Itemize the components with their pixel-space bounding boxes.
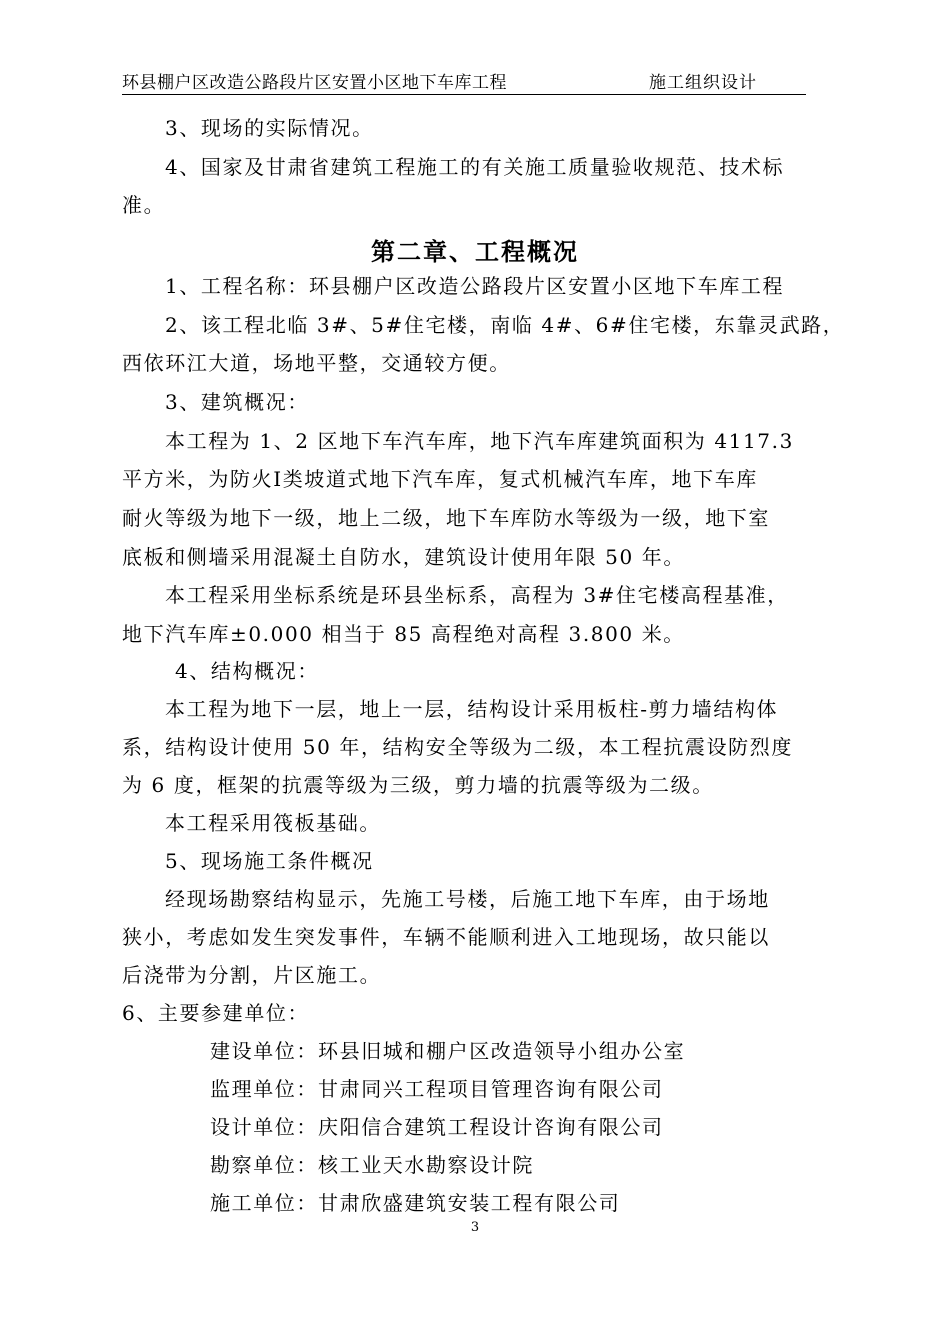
site-p1-line1: 经现场勘察结构显示，先施工号楼，后施工地下车库，由于场地 (165, 887, 770, 911)
building-heading: 3、建筑概况： (165, 390, 309, 414)
project-name-line: 1、工程名称：环县棚户区改造公路段片区安置小区地下车库工程 (165, 274, 785, 298)
parties-heading: 6、主要参建单位： (122, 1001, 310, 1025)
header-document-type: 施工组织设计 (649, 73, 757, 93)
building-p1-line3: 耐火等级为地下一级，地上二级，地下车库防水等级为一级，地下室 (122, 506, 770, 530)
party-supervisor: 监理单位：甘肃同兴工程项目管理咨询有限公司 (210, 1077, 664, 1101)
building-p1-line4: 底板和侧墙采用混凝土自防水，建筑设计使用年限 50 年。 (122, 545, 685, 569)
site-p1-line2: 狭小，考虑如发生突发事件，车辆不能顺利进入工地现场，故只能以 (122, 925, 770, 949)
page-number: 3 (470, 1220, 480, 1235)
intro-item-4-line2: 准。 (122, 193, 166, 217)
location-line2: 西依环江大道，场地平整，交通较方便。 (122, 351, 511, 375)
page-header (122, 66, 806, 95)
header-project-name: 环县棚户区改造公路段片区安置小区地下车库工程 (122, 73, 507, 93)
site-p1-line3: 后浇带为分割，片区施工。 (122, 963, 382, 987)
intro-item-3: 3、现场的实际情况。 (165, 116, 374, 140)
building-p1-line1: 本工程为 1、2 区地下车汽车库，地下汽车库建筑面积为 4117.3 (165, 429, 794, 453)
intro-item-4-line1: 4、国家及甘肃省建筑工程施工的有关施工质量验收规范、技术标 (165, 155, 785, 179)
structure-p1-line1: 本工程为地下一层，地上一层，结构设计采用板柱-剪力墙结构体 (165, 697, 779, 721)
building-p2-line2: 地下汽车库±0.000 相当于 85 高程绝对高程 3.800 米。 (122, 622, 685, 646)
party-surveyor: 勘察单位：核工业天水勘察设计院 (210, 1153, 534, 1177)
party-owner: 建设单位：环县旧城和棚户区改造领导小组办公室 (210, 1039, 686, 1063)
chapter-title: 第二章、工程概况 (371, 238, 579, 266)
building-p1-line2: 平方米，为防火Ⅰ类坡道式地下汽车库，复式机械汽车库，地下车库 (122, 467, 758, 491)
structure-heading: 4、结构概况： (175, 659, 319, 683)
party-designer: 设计单位：庆阳信合建筑工程设计咨询有限公司 (210, 1115, 664, 1139)
location-line1: 2、该工程北临 3#、5#住宅楼，南临 4#、6#住宅楼，东靠灵武路， (165, 313, 845, 337)
structure-p2: 本工程采用筏板基础。 (165, 811, 381, 835)
structure-p1-line3: 为 6 度，框架的抗震等级为三级，剪力墙的抗震等级为二级。 (122, 773, 714, 797)
party-contractor: 施工单位：甘肃欣盛建筑安装工程有限公司 (210, 1191, 621, 1215)
structure-p1-line2: 系，结构设计使用 50 年，结构安全等级为二级，本工程抗震设防烈度 (122, 735, 793, 759)
building-p2-line1: 本工程采用坐标系统是环县坐标系，高程为 3#住宅楼高程基准， (165, 583, 789, 607)
site-heading: 5、现场施工条件概况 (165, 849, 374, 873)
